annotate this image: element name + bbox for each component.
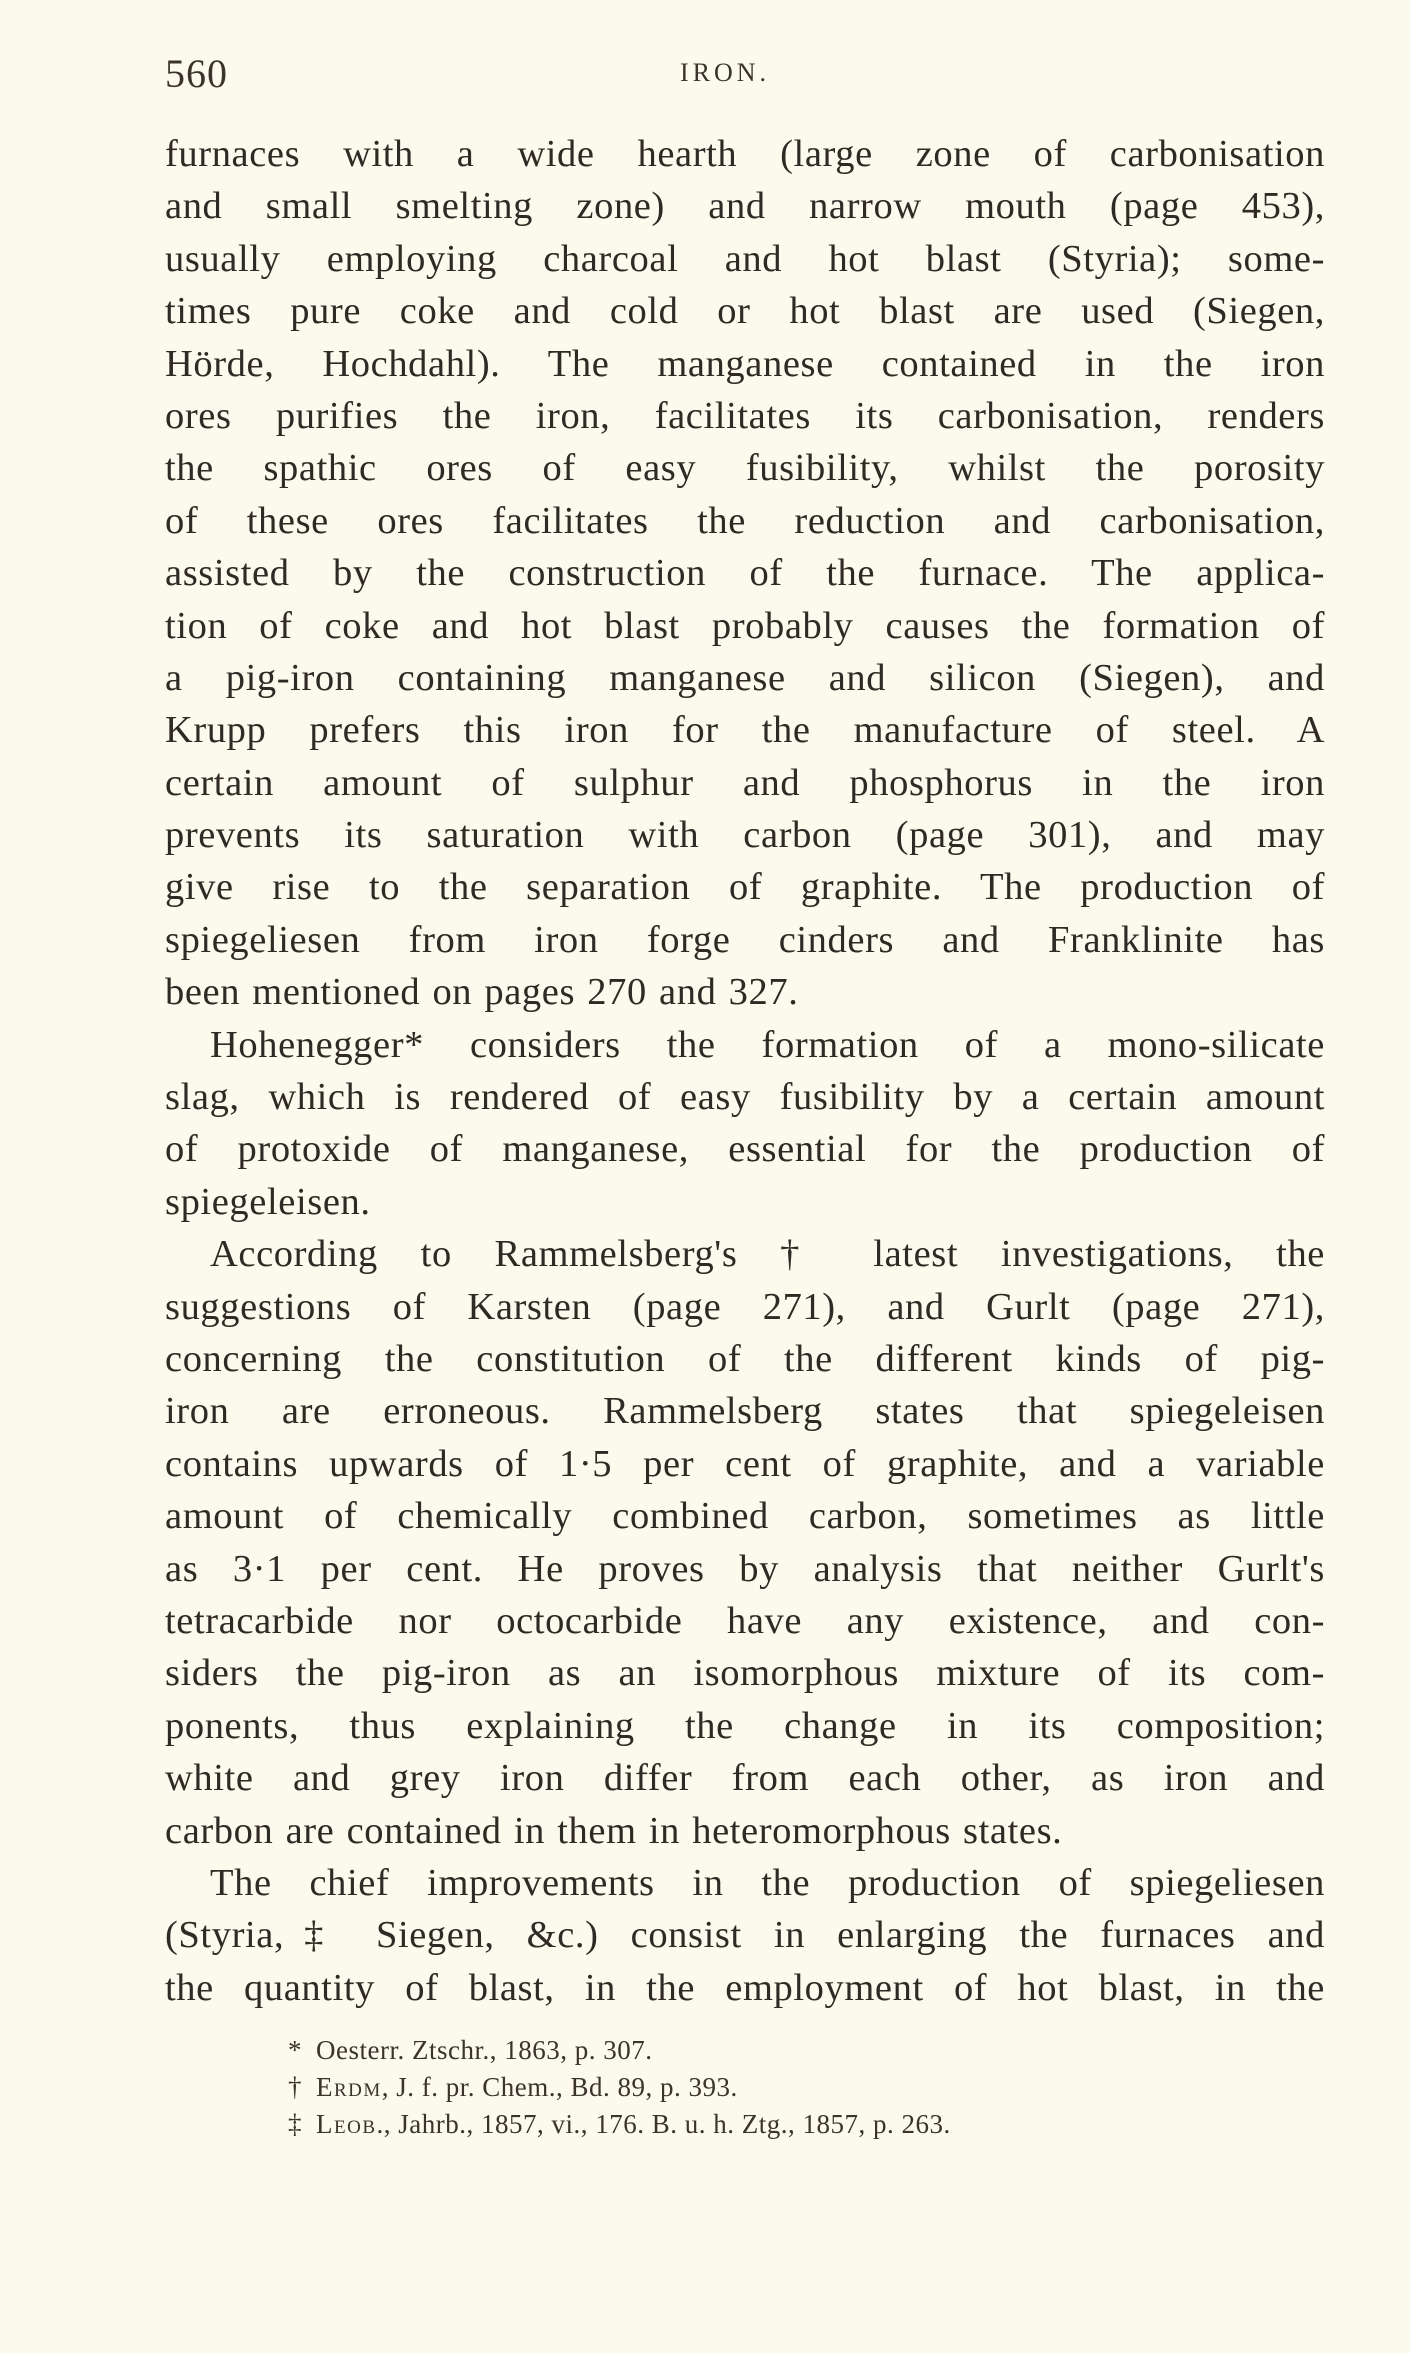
text-line: usually employing charcoal and hot blast (Styria); some-: [165, 237, 1325, 280]
text-line: Hohenegger* considers the formation of a mono-silicate: [210, 1023, 1325, 1066]
running-head: IRON.: [680, 58, 771, 87]
text-line: According to Rammelsberg's † latest investigations, the: [210, 1233, 1325, 1276]
paragraph-4: [165, 1857, 1325, 2014]
text-line: tion of coke and hot blast probably causes the formation of: [165, 604, 1325, 647]
footnote-author: Leob: [316, 2109, 377, 2139]
footnotes: [288, 2032, 1188, 2143]
text-line: white and grey iron differ from each other, as iron and: [165, 1757, 1325, 1800]
text-line: as 3·1 per cent. He proves by analysis that neither Gurlt's: [165, 1547, 1325, 1590]
body-text: [165, 128, 1325, 2014]
page-header: [165, 50, 1315, 100]
text-line: ores purifies the iron, facilitates its carbonisation, renders: [165, 394, 1325, 437]
text-line: Hörde, Hochdahl). The manganese contained in the iron: [165, 342, 1325, 385]
text-line: the spathic ores of easy fusibility, whilst the porosity: [165, 447, 1325, 490]
text-line: furnaces with a wide hearth (large zone of carbonisation: [165, 133, 1325, 175]
paragraph-2: [165, 1019, 1325, 1229]
text-line: contains upwards of 1·5 per cent of graphite, and a variable: [165, 1442, 1325, 1485]
paragraph-1: [165, 128, 1325, 1019]
text-line: suggestions of Karsten (page 271), and Gurlt (page 271),: [165, 1285, 1325, 1328]
text-line: siders the pig-iron as an isomorphous mixture of its com-: [165, 1652, 1325, 1695]
footnote-mark: †: [288, 2072, 302, 2102]
text-line: been mentioned on pages 270 and 327.: [165, 971, 799, 1014]
text-line: concerning the constitution of the different kinds of pig-: [165, 1337, 1325, 1380]
text-line: amount of chemically combined carbon, sometimes as little: [165, 1495, 1325, 1538]
text-line: the quantity of blast, in the employment of hot blast, in the: [165, 1966, 1325, 2009]
page-number: 560: [165, 51, 228, 96]
text-line: spiegeleisen.: [165, 1180, 371, 1223]
text-line: spiegeliesen from iron forge cinders and Franklinite has: [165, 918, 1325, 961]
footnote-text: Oesterr. Ztschr., 1863, p. 307.: [316, 2035, 653, 2065]
footnote: [288, 2106, 1188, 2143]
footnote-mark: *: [288, 2035, 302, 2065]
text-line: The chief improvements in the production of spiegeliesen: [210, 1861, 1325, 1904]
text-line: prevents its saturation with carbon (page 301), and may: [165, 814, 1325, 857]
text-line: times pure coke and cold or hot blast are used (Siegen,: [165, 290, 1325, 333]
footnote-text: ., Jahrb., 1857, vi., 176. B. u. h. Ztg., 1857, p. 263.: [376, 2109, 951, 2139]
text-line: slag, which is rendered of easy fusibility by a certain amount: [165, 1076, 1325, 1119]
paragraph-3: [165, 1228, 1325, 1857]
footnote-author: Erdm: [316, 2072, 382, 2102]
text-line: assisted by the construction of the furnace. The applica-: [165, 552, 1325, 595]
text-line: (Styria,‡ Siegen, &c.) consist in enlarging the furnaces and: [165, 1914, 1325, 1957]
footnote: [288, 2069, 1188, 2106]
text-line: give rise to the separation of graphite. The production of: [165, 866, 1325, 909]
text-line: iron are erroneous. Rammelsberg states that spiegeleisen: [165, 1390, 1325, 1433]
footnote-text: , J. f. pr. Chem., Bd. 89, p. 393.: [381, 2072, 738, 2102]
footnote-mark: ‡: [288, 2109, 302, 2139]
text-line: a pig-iron containing manganese and silicon (Siegen), and: [165, 656, 1325, 699]
text-line: certain amount of sulphur and phosphorus in the iron: [165, 761, 1325, 804]
text-line: of these ores facilitates the reduction and carbonisation,: [165, 499, 1325, 542]
text-line: ponents, thus explaining the change in its composition;: [165, 1704, 1325, 1747]
text-line: tetracarbide nor octocarbide have any existence, and con-: [165, 1599, 1325, 1642]
text-line: carbon are contained in them in heteromorphous states.: [165, 1809, 1063, 1852]
footnote: [288, 2032, 1188, 2069]
text-line: of protoxide of manganese, essential for the production of: [165, 1128, 1325, 1171]
text-line: Krupp prefers this iron for the manufacture of steel. A: [165, 709, 1325, 752]
text-line: and small smelting zone) and narrow mouth (page 453),: [165, 185, 1325, 228]
